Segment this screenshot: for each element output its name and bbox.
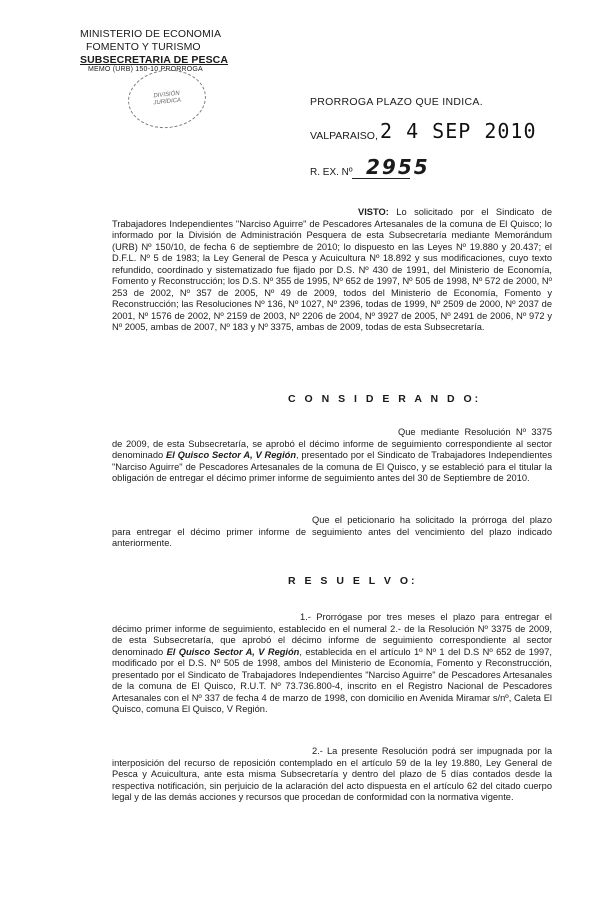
sector-name: El Quisco Sector A, V Región [166,646,300,657]
division-stamp [125,66,209,132]
considerando-text: Que mediante Resolución Nº 3375 de 2009, de esta Subsecretaría, se aprobó el décimo informe de seguimiento correspondiente al sector denominado [112,427,552,460]
ministry-name-cont: FOMENTO Y TURISMO [86,41,201,53]
considerando-paragraph-1 [112,427,552,485]
stamp-line: JURÍDICA [153,97,182,107]
considerando-paragraph-2 [112,515,552,550]
considerando-heading: C O N S I D E R A N D O: [288,393,482,405]
resolution-underline [352,178,410,179]
resuelvo-paragraph-1 [112,612,552,716]
considerando-text: Que el peticionario ha solicitado la prórroga del plazo para entregar el décimo primer informe de seguimiento antes del vencimiento del plazo indicado anteriormente. [112,515,552,548]
visto-text: Lo solicitado por el Sindicato de Trabajadores Independientes "Narciso Aguirre" de Pescadores Artesanales de la comuna de El Quisco; lo informado por la División de Administración Pesquera de esta Subsecretaría mediante Memorándum (URB) Nº 150/10, de fecha 6 de septiembre de 2010; lo dispuesto en las Leyes Nº 19.880 y 20.437; el D.F.L. Nº 5 de 1983; la Ley General de Pesca y Acuicultura Nº 18.892 y sus modificaciones, cuyo texto refundido, coordinado y sistematizado fue fijado por D.S. Nº 430 de 1991, del Ministerio de Economía, Fomento y Reconstrucción; los D.S. Nº 355 de 1995, Nº 652 de 1997, Nº 505 de 1998, Nº 572 de 2000, Nº 253 de 2002, Nº 357 de 2005, Nº 49 de 2009, todos del Ministerio de Economía, Fomento y Reconstrucción; las Resoluciones Nº 136, Nº 1027, Nº 2396, todas de 1999, Nº 2509 de 2000, Nº 2037 de 2001, Nº 1576 de 2002, Nº 2159 de 2003, Nº 2206 de 2004, Nº 3927 de 2005, Nº 2491 de 2006, Nº 972 y Nº 2005, ambas de 2007, Nº 183 y Nº 3375, ambas de 2009, todas de esta Subsecretaría. [112,207,552,332]
document-date-stamp: 2 4 SEP 2010 [380,119,537,143]
sector-name: El Quisco Sector A, V Región [166,450,297,460]
resolution-number: 2955 [366,155,430,179]
visto-label: VISTO: [358,207,389,217]
ministry-name: MINISTERIO DE ECONOMIA [80,28,222,40]
considerando-text: , presentado por el Sindicato de Trabajadores Independientes "Narciso Aguirre" de Pescadores Artesanales de la comuna de El Quisco, y se estableció para el titular la obligación de entregar el décimo primer informe de seguimiento antes del 30 de Septiembre de 2010. [112,450,552,483]
subsecretaria-name: SUBSECRETARIA DE PESCA [80,54,229,66]
resuelvo-text: 2.- La presente Resolución podrá ser impugnada por la interposición del recurso de reposición contemplado en el artículo 59 de la ley 19.880, Ley General de Pesca y Acuicultura, ante esta misma Subsecretaría y dentro del plazo de 5 días contados desde la respectiva notificación, sin perjuicio de la aclaración del acto dispuesta en el artículo 62 del citado cuerpo legal y de las demás acciones y recursos que procedan de conformidad con la normativa vigente. [112,746,552,802]
resuelvo-text: , establecida en el artículo 1º Nº 1 del D.S Nº 652 de 1997, modificado por el D.S. Nº 505 de 1998, ambos del Ministerio de Economía, Fomento y Reconstrucción, presentado por el Sindicato de Trabajadores Independientes "Narciso Aguirre" de Pescadores Artesanales de la comuna de El Quisco, R.U.T. Nº 73.736.800-4, inscrito en el Registro Nacional de Pescadores Artesanales con el Nº 337 de fecha 4 de marzo de 1998, con domicilio en Avenida Miramar s/nº, Caleta El Quisco, comuna El Quisco, V Región. [112,646,552,714]
resolution-label: R. EX. Nº [310,167,353,178]
stamp-line: DIVISIÓN [153,90,180,100]
ministry-letterhead [80,28,228,67]
memo-reference: MEMO (URB) 150-10 PRORROGA [88,66,203,73]
resuelvo-paragraph-2 [112,746,552,804]
document-subject: PRORROGA PLAZO QUE INDICA. [310,96,483,108]
visto-paragraph [112,207,552,334]
resuelvo-text: 1.- Prorrógase por tres meses el plazo para entregar el décimo primer informe de seguimiento, establecido en el numeral 2.- de la Resolución Nº 3375 de 2009, de esta Subsecretaría, que aprobó el décimo informe de seguimiento correspondiente al sector denominado [112,612,552,657]
document-city: VALPARAISO, [310,130,378,142]
resuelvo-heading: R E S U E L V O: [288,575,418,587]
